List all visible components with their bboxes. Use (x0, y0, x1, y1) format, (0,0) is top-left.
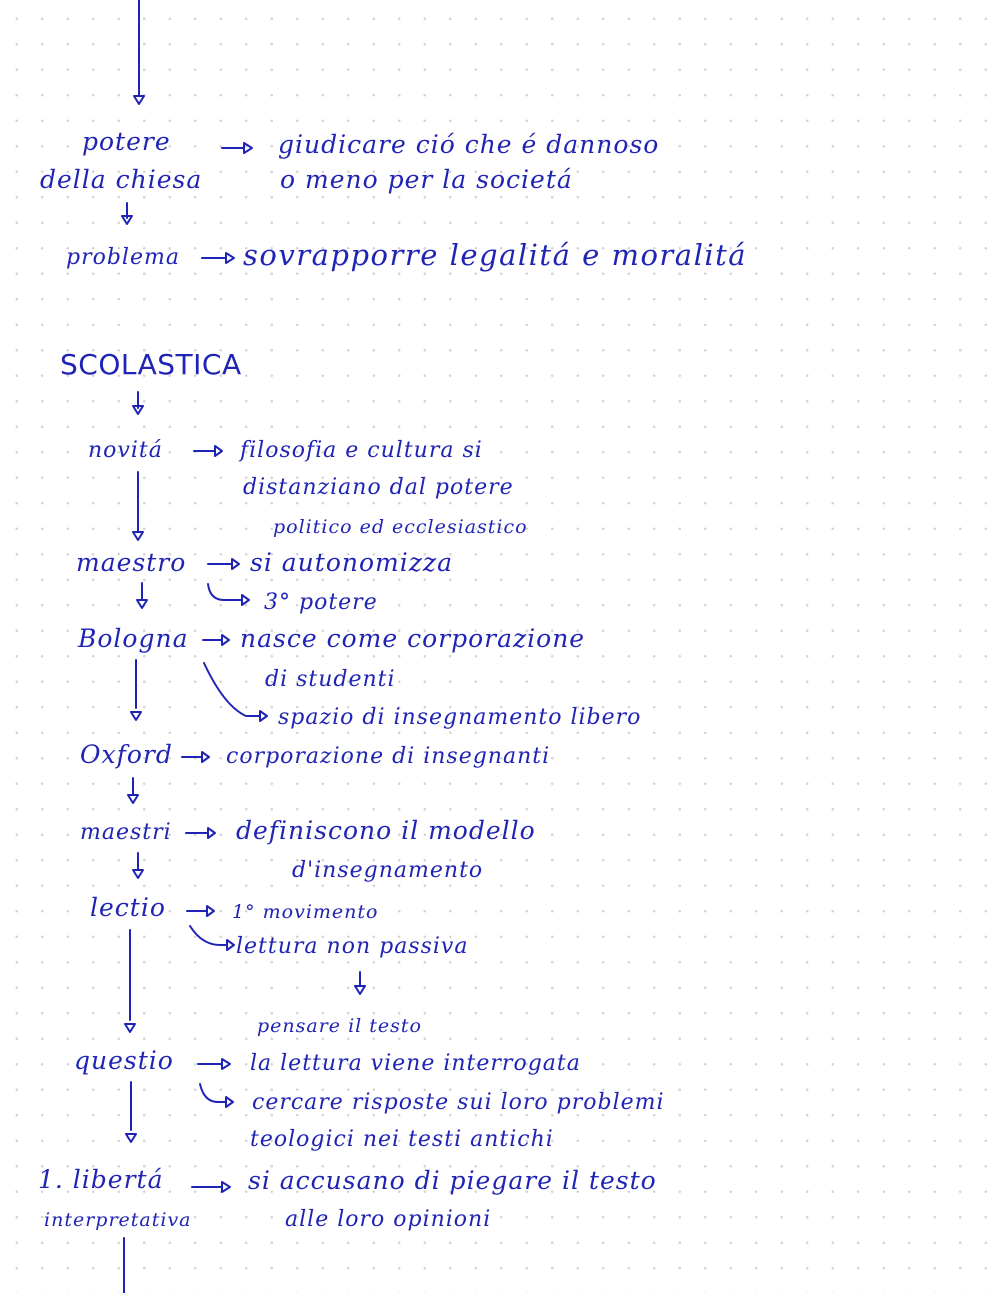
note-movimento: 1° movimento (232, 901, 379, 923)
note-novita: novitá (88, 438, 163, 463)
note-lettura: lettura non passiva (236, 934, 469, 959)
note-lectio: lectio (90, 893, 166, 922)
arrowhead-icon (126, 1134, 136, 1142)
note-definiscono-2: d'insegnamento (292, 858, 484, 883)
arrowhead-icon (128, 795, 138, 803)
note-nasce-1: nasce come corporazione (240, 624, 586, 653)
arrowhead-icon (242, 595, 249, 605)
note-liberta: 1. libertá (38, 1165, 164, 1194)
note-interrogata: la lettura viene interrogata (250, 1051, 581, 1076)
arrowhead-icon (227, 940, 234, 950)
arrow-bologna-branch (204, 663, 260, 716)
note-terzo-potere: 3° potere (264, 590, 378, 615)
note-accusano-2: alle loro opinioni (285, 1207, 492, 1232)
note-maestro: maestro (76, 548, 187, 577)
note-problema: problema (66, 245, 180, 270)
arrowhead-icon (260, 711, 267, 721)
note-interpretativa: interpretativa (44, 1209, 192, 1231)
arrowhead-icon (125, 1024, 135, 1032)
arrowhead-icon (244, 143, 252, 153)
note-della-chiesa: della chiesa (40, 165, 203, 194)
note-meno-societa: o meno per la societá (280, 165, 573, 194)
note-potere: potere (82, 127, 171, 156)
arrowhead-icon (222, 1059, 230, 1069)
arrowhead-icon (131, 712, 141, 720)
note-questio: questio (74, 1046, 174, 1075)
note-nasce-2: di studenti (265, 667, 396, 692)
arrowhead-icon (222, 1182, 230, 1192)
arrowhead-icon (226, 1097, 233, 1107)
arrow-lectio-branch (190, 926, 227, 945)
note-autonomizza: si autonomizza (250, 548, 453, 577)
arrowhead-icon (137, 600, 147, 608)
note-sovrapporre: sovrapporre legalitá e moralitá (243, 238, 748, 272)
note-maestri: maestri (80, 820, 172, 845)
note-oxford: Oxford (80, 740, 173, 769)
note-cercare-2: teologici nei testi antichi (250, 1127, 554, 1152)
note-filosofia-2: distanziano dal potere (243, 475, 514, 500)
note-pensare: pensare il testo (257, 1015, 422, 1037)
arrowhead-icon (232, 559, 239, 569)
arrowhead-icon (215, 446, 222, 456)
arrowhead-icon (133, 532, 143, 540)
arrowhead-icon (133, 870, 143, 878)
arrowhead-icon (226, 253, 234, 263)
note-bologna: Bologna (78, 624, 189, 653)
note-spazio: spazio di insegnamento libero (278, 705, 642, 730)
arrowhead-icon (202, 752, 209, 762)
heading-scolastica: SCOLASTICA (60, 348, 242, 381)
note-cercare-1: cercare risposte sui loro problemi (252, 1090, 665, 1115)
arrowhead-icon (222, 635, 229, 645)
note-definiscono-1: definiscono il modello (236, 816, 536, 845)
arrowhead-icon (208, 828, 215, 838)
note-filosofia-3: politico ed ecclesiastico (273, 516, 528, 538)
arrowhead-icon (207, 906, 214, 916)
arrow-maestro-branch (208, 584, 242, 600)
arrow-questio-branch (200, 1084, 226, 1102)
note-filosofia-1: filosofia e cultura si (240, 438, 483, 463)
arrowhead-icon (355, 986, 365, 994)
note-corp-insegnanti: corporazione di insegnanti (226, 744, 551, 769)
note-giudicare: giudicare ció che é dannoso (278, 130, 660, 159)
arrowhead-icon (134, 96, 144, 104)
note-accusano-1: si accusano di piegare il testo (248, 1166, 657, 1195)
